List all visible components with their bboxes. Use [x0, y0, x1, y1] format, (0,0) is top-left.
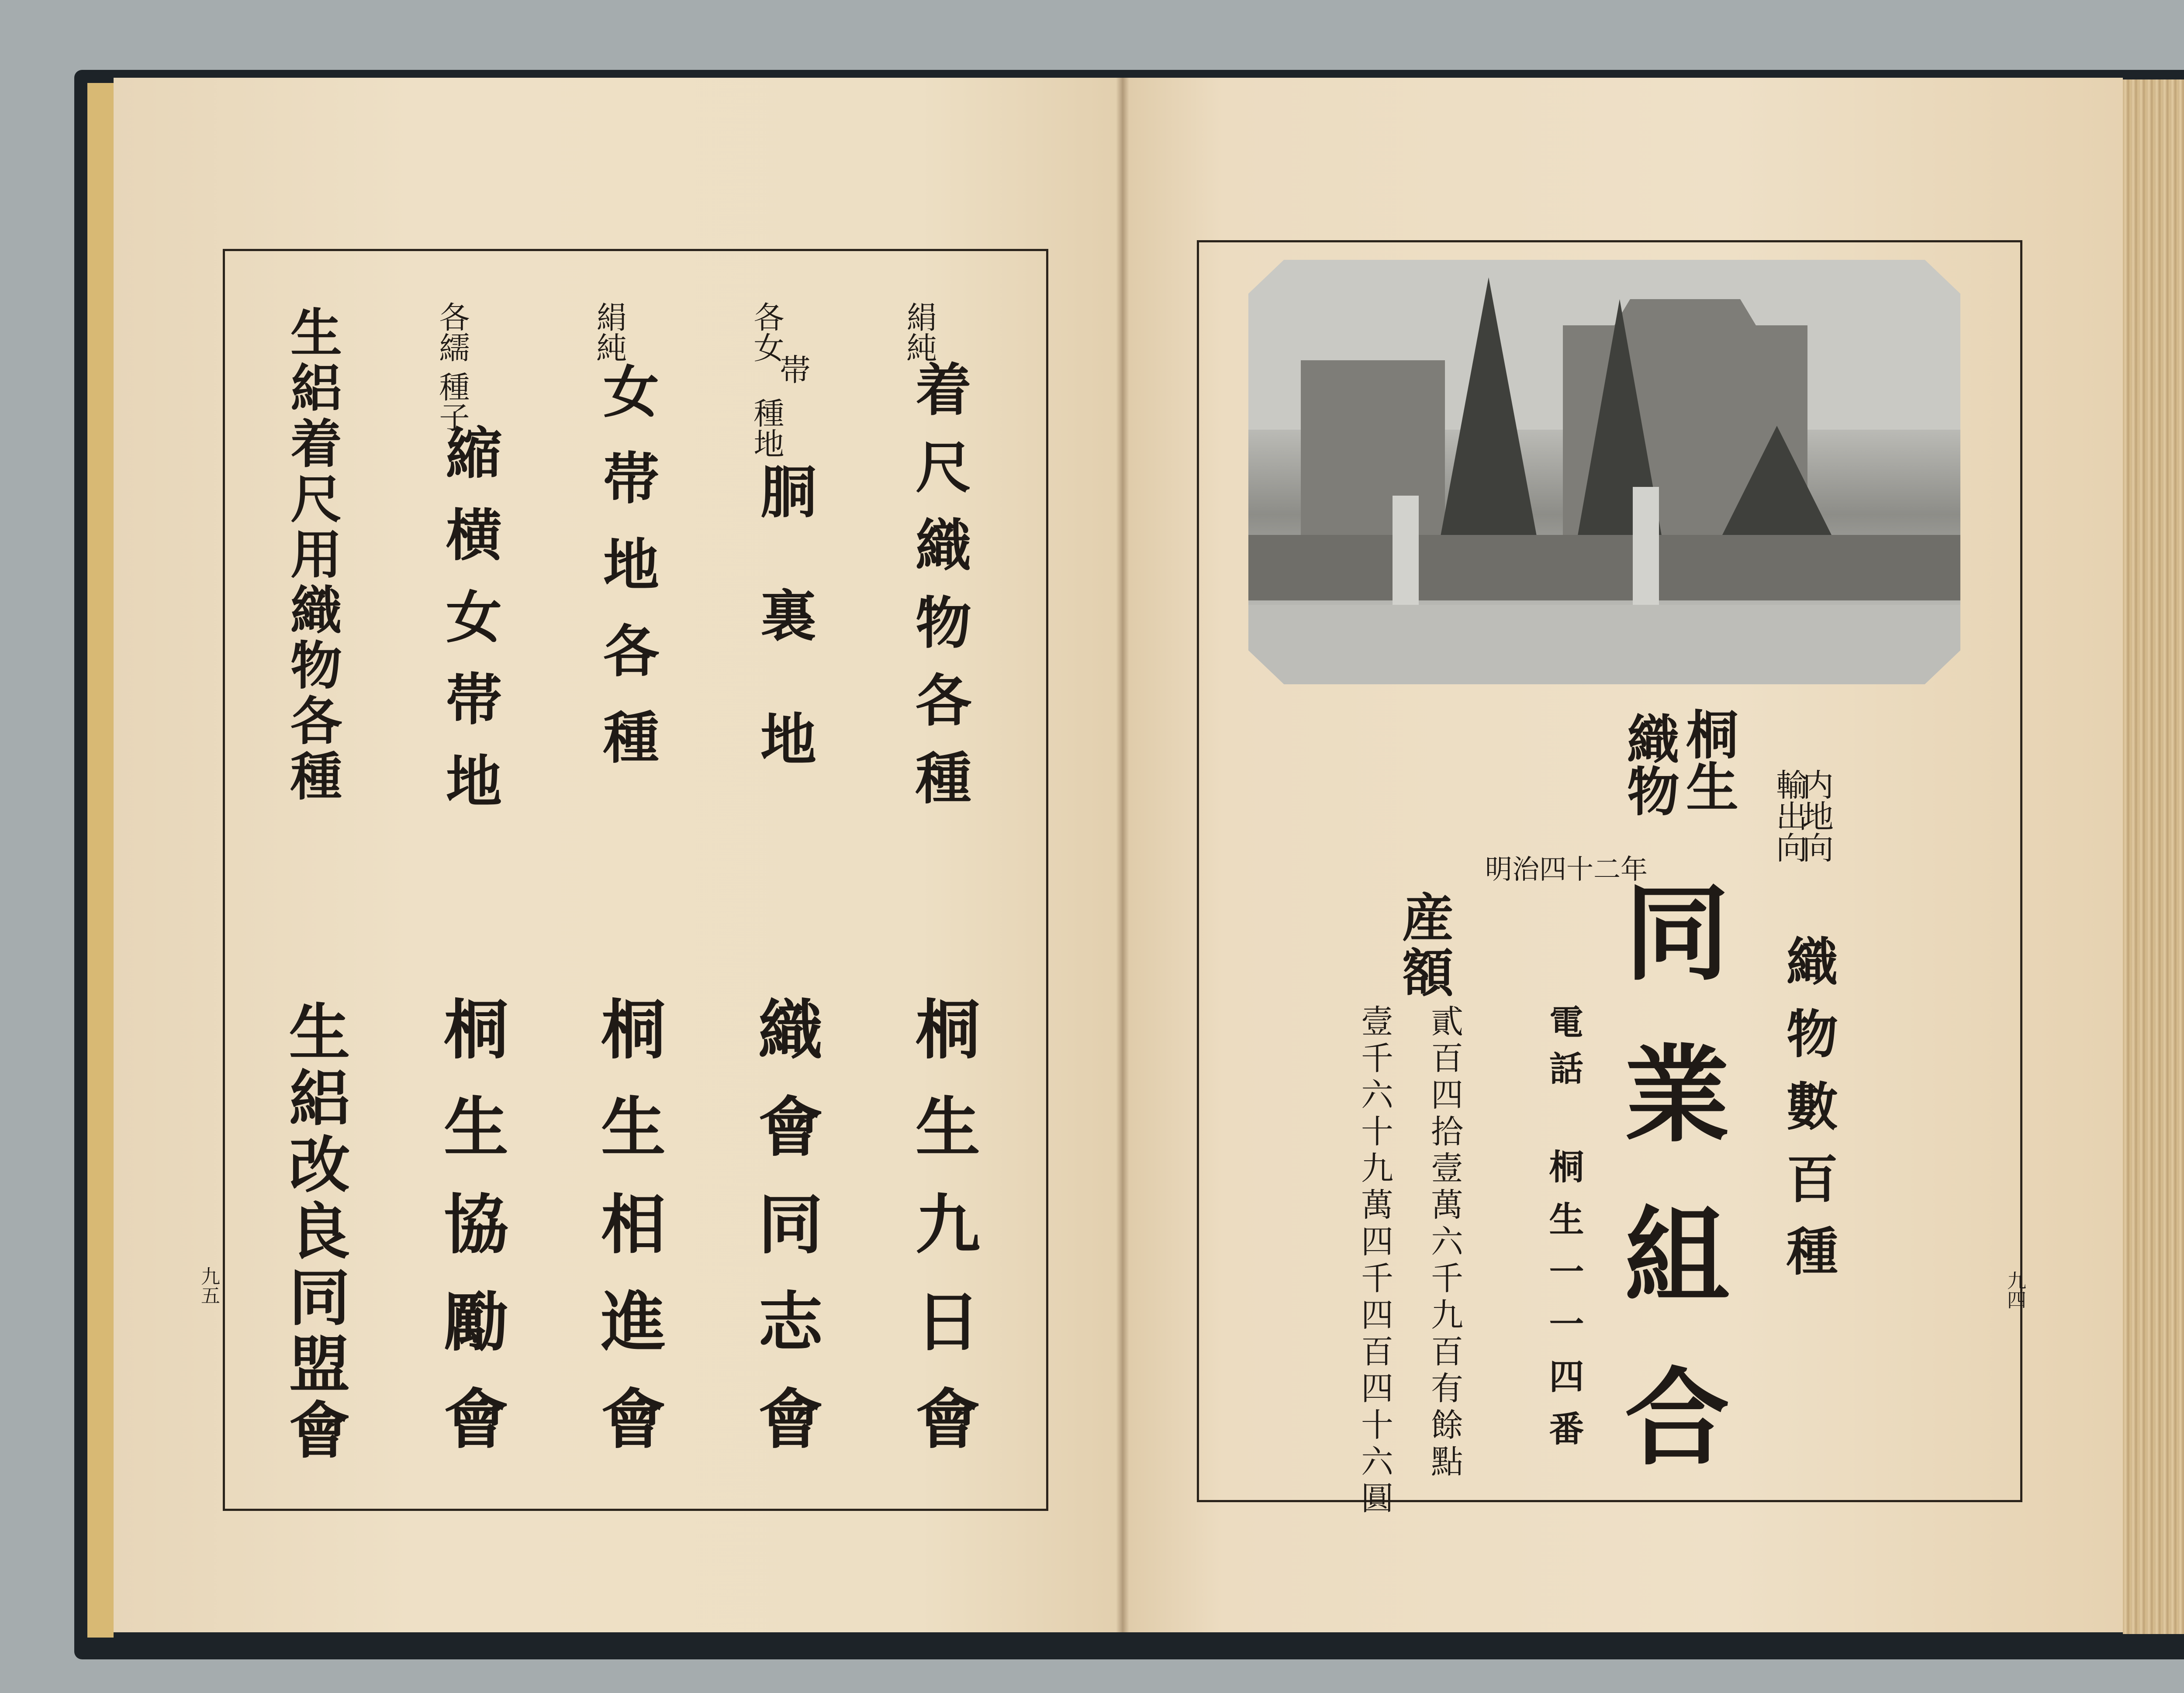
organization-name: 同業組合	[1607, 878, 1730, 1524]
lower-col3: 桐生相進會	[591, 996, 667, 1483]
col4-small1: 各繻	[434, 301, 470, 362]
col2-small1: 各女	[749, 301, 784, 362]
col3-small: 絹純	[591, 301, 627, 362]
market-export: 輸出向	[1771, 769, 1807, 863]
origin: 桐生	[1677, 707, 1739, 812]
right-page-number: 九四	[2004, 1271, 2026, 1309]
col2-small3: 種地	[749, 397, 784, 459]
photo-fence	[1248, 535, 1960, 600]
left-page-number: 九五	[197, 1266, 220, 1305]
output-quantity: 貳百四拾壹萬六千九百有餘點	[1426, 1004, 1463, 1481]
col2-small2: 帯	[775, 354, 811, 384]
page-stack	[2123, 79, 2184, 1634]
building-photo	[1248, 260, 1960, 684]
output-value: 壹千六十九萬四千四百四十六圓	[1356, 1004, 1393, 1518]
telephone-number: 桐生一一四番	[1543, 1148, 1584, 1463]
lower-col2: 織會同志會	[748, 996, 824, 1483]
market-domestic: 内地向	[1797, 769, 1834, 863]
photo-building-left	[1301, 360, 1445, 544]
photo-gate-pillar-1	[1393, 496, 1419, 605]
output-label: 産額	[1393, 891, 1454, 1001]
col3-big: 女帯地各種	[594, 362, 659, 795]
product: 織物數百種	[1778, 934, 1838, 1297]
goods: 織物	[1618, 712, 1680, 817]
col4-small2: 種子	[434, 371, 470, 432]
page-edge	[87, 83, 114, 1638]
lower-col4: 桐生協勵會	[433, 996, 509, 1483]
col4-big: 縮横女帯地	[436, 424, 502, 834]
lower-col5: 生絽改良同盟會	[279, 1000, 350, 1465]
col5-big: 生絽着尺用織物各種	[282, 306, 342, 805]
photo-building-roof	[1607, 299, 1764, 338]
col1-big: 着尺織物各種	[906, 360, 971, 827]
lower-col1: 桐生九日會	[905, 996, 981, 1483]
telephone-label: 電話	[1544, 1004, 1583, 1097]
photo-gate-pillar-2	[1633, 487, 1659, 605]
date: 明治四十二年	[1485, 853, 1648, 885]
photo-ground	[1248, 605, 1960, 684]
col1-small: 絹純	[902, 301, 937, 362]
col2-big: 胴裏地	[751, 463, 816, 834]
gutter	[1116, 78, 1129, 1632]
